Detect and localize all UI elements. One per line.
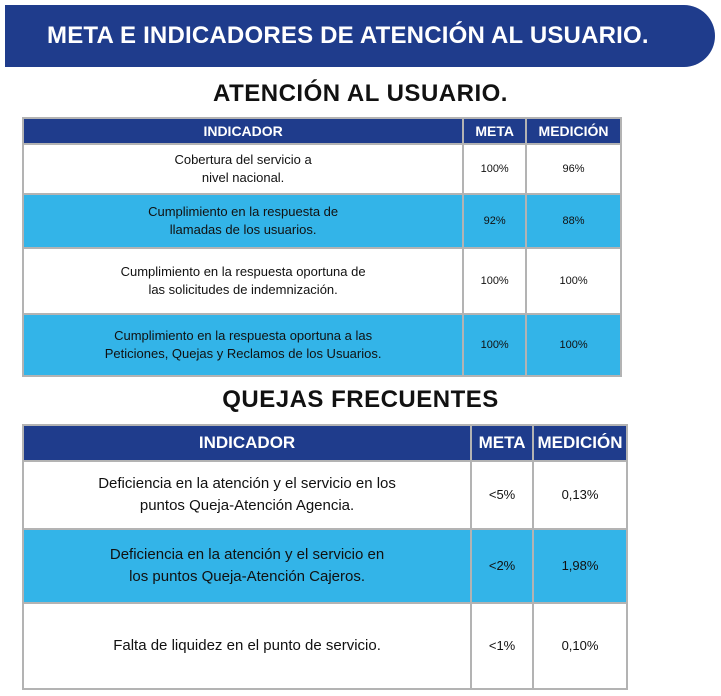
column-header-medicion: MEDICIÓN xyxy=(533,425,627,461)
atencion-table xyxy=(22,117,622,377)
meta-cell: 100% xyxy=(463,248,526,314)
table-row xyxy=(23,529,627,603)
indicator-line: puntos Queja-Atención Agencia. xyxy=(139,497,355,514)
table-row xyxy=(23,603,627,689)
indicator-line: Cumplimiento en la respuesta oportuna de xyxy=(120,264,366,279)
table-row xyxy=(23,248,621,314)
indicator-cell xyxy=(23,248,463,314)
indicator-line: Cobertura del servicio a xyxy=(174,152,312,167)
table-row xyxy=(23,314,621,376)
indicator-line: Peticiones, Quejas y Reclamos de los Usuarios. xyxy=(104,346,382,361)
meta-cell: 100% xyxy=(463,314,526,376)
indicator-cell xyxy=(23,144,463,194)
indicator-cell xyxy=(23,314,463,376)
column-header-indicador: INDICADOR xyxy=(23,425,471,461)
indicator-line: Cumplimiento en la respuesta oportuna a las xyxy=(114,328,373,343)
column-header-indicador: INDICADOR xyxy=(23,118,463,144)
meta-cell: <1% xyxy=(471,603,533,689)
header-banner xyxy=(5,5,715,67)
indicator-line: llamadas de los usuarios. xyxy=(169,222,317,237)
column-header-medicion: MEDICIÓN xyxy=(526,118,621,144)
column-header-meta: META xyxy=(471,425,533,461)
indicator-line: los puntos Queja-Atención Cajeros. xyxy=(129,568,366,585)
medicion-cell: 96% xyxy=(526,144,621,194)
medicion-cell: 0,10% xyxy=(533,603,627,689)
indicator-line: las solicitudes de indemnización. xyxy=(148,282,338,297)
indicator-line: Falta de liquidez en el punto de servicio. xyxy=(113,637,381,654)
indicator-line: Cumplimiento en la respuesta de xyxy=(148,204,339,219)
medicion-cell: 100% xyxy=(526,314,621,376)
quejas-table xyxy=(22,424,628,690)
section-title-quejas: QUEJAS FRECUENTES xyxy=(222,386,499,413)
section-title-atencion: ATENCIÓN AL USUARIO. xyxy=(213,80,508,107)
indicator-cell xyxy=(23,603,471,689)
meta-cell: 92% xyxy=(463,194,526,248)
table-row xyxy=(23,194,621,248)
indicator-line: nivel nacional. xyxy=(201,170,285,185)
meta-cell: <2% xyxy=(471,529,533,603)
medicion-cell: 88% xyxy=(526,194,621,248)
page-title: META E INDICADORES DE ATENCIÓN AL USUARIO. xyxy=(47,22,649,49)
table-row xyxy=(23,144,621,194)
table-row xyxy=(23,461,627,529)
table-header-row xyxy=(23,425,627,461)
indicator-line: Deficiencia en la atención y el servicio en xyxy=(109,546,385,563)
medicion-cell: 1,98% xyxy=(533,529,627,603)
medicion-cell: 100% xyxy=(526,248,621,314)
medicion-cell: 0,13% xyxy=(533,461,627,529)
indicator-line: Deficiencia en la atención y el servicio en los xyxy=(98,475,396,492)
table-header-row xyxy=(23,118,621,144)
indicator-cell xyxy=(23,529,471,603)
indicator-cell xyxy=(23,461,471,529)
indicator-cell xyxy=(23,194,463,248)
meta-cell: <5% xyxy=(471,461,533,529)
meta-cell: 100% xyxy=(463,144,526,194)
column-header-meta: META xyxy=(463,118,526,144)
